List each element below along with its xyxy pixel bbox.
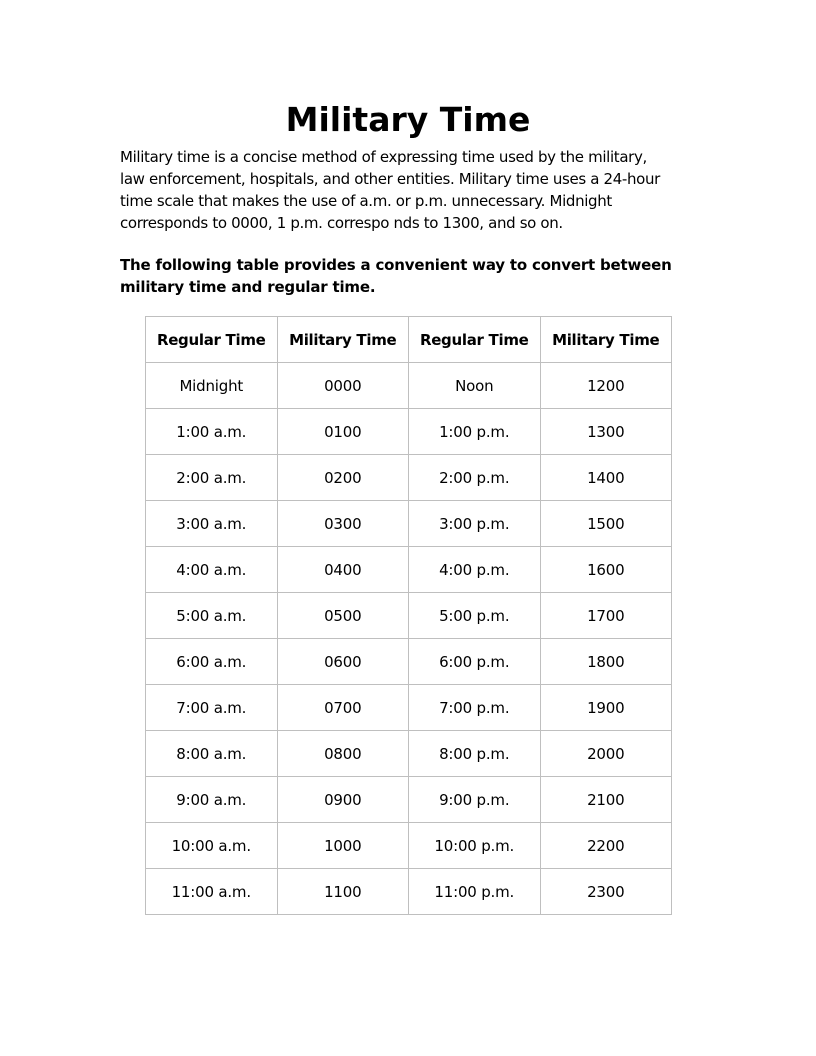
- table-row: [146, 455, 672, 501]
- military-time-pm-cell: 1900: [540, 685, 672, 731]
- regular-time-pm-cell: 9:00 p.m.: [409, 777, 541, 823]
- regular-time-pm-cell: 11:00 p.m.: [409, 869, 541, 915]
- regular-time-pm-cell: 7:00 p.m.: [409, 685, 541, 731]
- regular-time-pm-cell: 5:00 p.m.: [409, 593, 541, 639]
- regular-time-am-cell: 7:00 a.m.: [146, 685, 278, 731]
- military-time-pm-cell: 2000: [540, 731, 672, 777]
- table-row: [146, 869, 672, 915]
- regular-time-pm-cell: Noon: [409, 363, 541, 409]
- note-line: military time and regular time.: [120, 278, 376, 296]
- intro-line: corresponds to 0000, 1 p.m. correspo nds to 1300, and so on.: [120, 214, 563, 232]
- military-time-am-cell: 0500: [277, 593, 409, 639]
- table-row: [146, 639, 672, 685]
- military-time-pm-cell: 1800: [540, 639, 672, 685]
- regular-time-am-cell: 9:00 a.m.: [146, 777, 278, 823]
- military-time-am-cell: 0200: [277, 455, 409, 501]
- military-time-am-cell: 1000: [277, 823, 409, 869]
- regular-time-am-cell: Midnight: [146, 363, 278, 409]
- table-row: [146, 501, 672, 547]
- regular-time-pm-cell: 8:00 p.m.: [409, 731, 541, 777]
- military-time-am-cell: 0400: [277, 547, 409, 593]
- table-body: [146, 363, 672, 915]
- regular-time-am-cell: 1:00 a.m.: [146, 409, 278, 455]
- regular-time-pm-cell: 3:00 p.m.: [409, 501, 541, 547]
- table-row: [146, 363, 672, 409]
- header-military-time: Military Time: [540, 317, 672, 363]
- military-time-pm-cell: 2200: [540, 823, 672, 869]
- military-time-pm-cell: 1300: [540, 409, 672, 455]
- table-row: [146, 409, 672, 455]
- header-regular-time: Regular Time: [146, 317, 278, 363]
- military-time-pm-cell: 1500: [540, 501, 672, 547]
- regular-time-pm-cell: 6:00 p.m.: [409, 639, 541, 685]
- military-time-am-cell: 0900: [277, 777, 409, 823]
- military-time-am-cell: 0600: [277, 639, 409, 685]
- table-header-row: [146, 317, 672, 363]
- table-row: [146, 823, 672, 869]
- regular-time-am-cell: 5:00 a.m.: [146, 593, 278, 639]
- military-time-am-cell: 1100: [277, 869, 409, 915]
- military-time-am-cell: 0800: [277, 731, 409, 777]
- military-time-am-cell: 0000: [277, 363, 409, 409]
- military-time-pm-cell: 1400: [540, 455, 672, 501]
- military-time-am-cell: 0700: [277, 685, 409, 731]
- header-military-time: Military Time: [277, 317, 409, 363]
- intro-line: time scale that makes the use of a.m. or p.m. unnecessary. Midnight: [120, 192, 612, 210]
- regular-time-pm-cell: 1:00 p.m.: [409, 409, 541, 455]
- regular-time-pm-cell: 10:00 p.m.: [409, 823, 541, 869]
- military-time-pm-cell: 1700: [540, 593, 672, 639]
- regular-time-pm-cell: 4:00 p.m.: [409, 547, 541, 593]
- table-row: [146, 593, 672, 639]
- intro-line: Military time is a concise method of expressing time used by the military,: [120, 148, 647, 166]
- regular-time-am-cell: 2:00 a.m.: [146, 455, 278, 501]
- table-note: [120, 254, 690, 298]
- note-line: The following table provides a convenient way to convert between: [120, 256, 672, 274]
- military-time-pm-cell: 2300: [540, 869, 672, 915]
- conversion-table: [145, 316, 672, 915]
- military-time-am-cell: 0100: [277, 409, 409, 455]
- table-row: [146, 685, 672, 731]
- military-time-am-cell: 0300: [277, 501, 409, 547]
- header-regular-time: Regular Time: [409, 317, 541, 363]
- table-row: [146, 547, 672, 593]
- intro-paragraph: [120, 146, 690, 234]
- military-time-pm-cell: 1200: [540, 363, 672, 409]
- page-title: Military Time: [285, 100, 531, 139]
- regular-time-am-cell: 6:00 a.m.: [146, 639, 278, 685]
- table-row: [146, 777, 672, 823]
- regular-time-am-cell: 11:00 a.m.: [146, 869, 278, 915]
- military-time-pm-cell: 2100: [540, 777, 672, 823]
- regular-time-am-cell: 3:00 a.m.: [146, 501, 278, 547]
- regular-time-am-cell: 8:00 a.m.: [146, 731, 278, 777]
- table-row: [146, 731, 672, 777]
- regular-time-am-cell: 4:00 a.m.: [146, 547, 278, 593]
- intro-line: law enforcement, hospitals, and other entities. Military time uses a 24-hour: [120, 170, 660, 188]
- regular-time-pm-cell: 2:00 p.m.: [409, 455, 541, 501]
- military-time-pm-cell: 1600: [540, 547, 672, 593]
- regular-time-am-cell: 10:00 a.m.: [146, 823, 278, 869]
